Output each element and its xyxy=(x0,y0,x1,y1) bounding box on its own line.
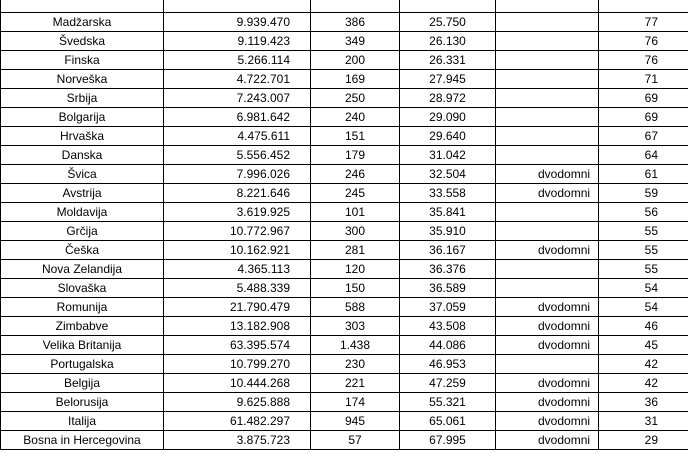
population-cell[interactable]: 13.182.908 xyxy=(164,317,311,336)
population-cell[interactable]: 9.625.888 xyxy=(164,393,311,412)
table-row xyxy=(1,260,688,279)
table-row xyxy=(1,165,688,184)
table-row xyxy=(1,32,688,51)
country-cell[interactable]: Italija xyxy=(1,412,164,431)
seats-cell[interactable]: 179 xyxy=(311,146,400,165)
country-cell[interactable] xyxy=(1,0,164,13)
table-row xyxy=(1,279,688,298)
note-cell[interactable]: dvodomni xyxy=(496,184,599,203)
seats-cell[interactable]: 120 xyxy=(311,260,400,279)
population-cell[interactable]: 63.395.574 xyxy=(164,336,311,355)
country-cell[interactable]: Velika Britanija xyxy=(1,336,164,355)
table-row xyxy=(1,108,688,127)
note-cell[interactable]: dvodomni xyxy=(496,374,599,393)
rank-cell[interactable]: 42 xyxy=(599,374,688,393)
rank-cell[interactable]: 64 xyxy=(599,146,688,165)
note-cell[interactable] xyxy=(496,260,599,279)
seats-cell[interactable]: 386 xyxy=(311,13,400,32)
country-cell[interactable]: Švedska xyxy=(1,32,164,51)
note-cell[interactable] xyxy=(496,0,599,13)
seats-cell[interactable]: 303 xyxy=(311,317,400,336)
country-cell[interactable]: Madžarska xyxy=(1,13,164,32)
table-row xyxy=(1,13,688,32)
table-row xyxy=(1,241,688,260)
seats-cell[interactable] xyxy=(311,0,400,13)
ratio-cell[interactable]: 36.167 xyxy=(400,241,496,260)
population-cell[interactable]: 8.221.646 xyxy=(164,184,311,203)
rank-cell[interactable]: 69 xyxy=(599,108,688,127)
note-cell[interactable]: dvodomni xyxy=(496,165,599,184)
ratio-cell[interactable]: 28.972 xyxy=(400,89,496,108)
population-cell[interactable]: 9.939.470 xyxy=(164,13,311,32)
seats-cell[interactable]: 221 xyxy=(311,374,400,393)
ratio-cell[interactable]: 47.259 xyxy=(400,374,496,393)
note-cell[interactable] xyxy=(496,146,599,165)
seats-cell[interactable]: 174 xyxy=(311,393,400,412)
rank-cell[interactable]: 76 xyxy=(599,32,688,51)
table-row xyxy=(1,393,688,412)
table-row xyxy=(1,184,688,203)
note-cell[interactable] xyxy=(496,203,599,222)
table-row xyxy=(1,127,688,146)
ratio-cell[interactable]: 36.376 xyxy=(400,260,496,279)
table-row xyxy=(1,203,688,222)
table-row xyxy=(1,146,688,165)
rank-cell[interactable]: 36 xyxy=(599,393,688,412)
population-cell[interactable]: 21.790.479 xyxy=(164,298,311,317)
country-cell[interactable]: Norveška xyxy=(1,70,164,89)
seats-cell[interactable]: 300 xyxy=(311,222,400,241)
seats-cell[interactable]: 245 xyxy=(311,184,400,203)
ratio-cell[interactable]: 27.945 xyxy=(400,70,496,89)
ratio-cell[interactable]: 29.090 xyxy=(400,108,496,127)
note-cell[interactable] xyxy=(496,108,599,127)
rank-cell[interactable]: 71 xyxy=(599,70,688,89)
population-cell[interactable]: 10.162.921 xyxy=(164,241,311,260)
seats-cell[interactable]: 200 xyxy=(311,51,400,70)
rank-cell[interactable] xyxy=(599,0,688,13)
rank-cell[interactable]: 29 xyxy=(599,431,688,450)
table-row xyxy=(1,0,688,13)
rank-cell[interactable]: 77 xyxy=(599,13,688,32)
country-cell[interactable]: Danska xyxy=(1,146,164,165)
note-cell[interactable] xyxy=(496,70,599,89)
country-cell[interactable]: Srbija xyxy=(1,89,164,108)
ratio-cell[interactable]: 55.321 xyxy=(400,393,496,412)
country-cell[interactable]: Češka xyxy=(1,241,164,260)
rank-cell[interactable]: 59 xyxy=(599,184,688,203)
population-cell[interactable]: 10.799.270 xyxy=(164,355,311,374)
note-cell[interactable] xyxy=(496,32,599,51)
seats-cell[interactable]: 240 xyxy=(311,108,400,127)
country-cell[interactable]: Nova Zelandija xyxy=(1,260,164,279)
country-cell[interactable]: Belorusija xyxy=(1,393,164,412)
population-cell[interactable]: 4.475.611 xyxy=(164,127,311,146)
population-cell[interactable]: 4.722.701 xyxy=(164,70,311,89)
seats-cell[interactable]: 151 xyxy=(311,127,400,146)
rank-cell[interactable]: 31 xyxy=(599,412,688,431)
seats-cell[interactable]: 1.438 xyxy=(311,336,400,355)
rank-cell[interactable]: 55 xyxy=(599,260,688,279)
rank-cell[interactable]: 61 xyxy=(599,165,688,184)
population-cell[interactable]: 5.488.339 xyxy=(164,279,311,298)
ratio-cell[interactable]: 43.508 xyxy=(400,317,496,336)
note-cell[interactable]: dvodomni xyxy=(496,431,599,450)
ratio-cell[interactable]: 33.558 xyxy=(400,184,496,203)
rank-cell[interactable]: 56 xyxy=(599,203,688,222)
population-cell[interactable]: 7.996.026 xyxy=(164,165,311,184)
population-cell[interactable]: 9.119.423 xyxy=(164,32,311,51)
table-row xyxy=(1,317,688,336)
country-cell[interactable]: Belgija xyxy=(1,374,164,393)
note-cell[interactable] xyxy=(496,89,599,108)
ratio-cell[interactable]: 29.640 xyxy=(400,127,496,146)
table-row xyxy=(1,51,688,70)
seats-cell[interactable]: 246 xyxy=(311,165,400,184)
population-cell[interactable]: 10.772.967 xyxy=(164,222,311,241)
country-cell[interactable]: Bosna in Hercegovina xyxy=(1,431,164,450)
table-row xyxy=(1,412,688,431)
table-row xyxy=(1,70,688,89)
ratio-cell[interactable] xyxy=(400,0,496,13)
seats-cell[interactable]: 349 xyxy=(311,32,400,51)
seats-cell[interactable]: 150 xyxy=(311,279,400,298)
note-cell[interactable] xyxy=(496,13,599,32)
ratio-cell[interactable]: 35.910 xyxy=(400,222,496,241)
table-row xyxy=(1,336,688,355)
country-cell[interactable]: Grčija xyxy=(1,222,164,241)
ratio-cell[interactable]: 32.504 xyxy=(400,165,496,184)
country-cell[interactable]: Finska xyxy=(1,51,164,70)
country-cell[interactable]: Moldavija xyxy=(1,203,164,222)
population-cell[interactable] xyxy=(164,0,311,13)
country-cell[interactable]: Bolgarija xyxy=(1,108,164,127)
ratio-cell[interactable]: 44.086 xyxy=(400,336,496,355)
note-cell[interactable] xyxy=(496,51,599,70)
seats-cell[interactable]: 101 xyxy=(311,203,400,222)
population-cell[interactable]: 5.556.452 xyxy=(164,146,311,165)
rank-cell[interactable]: 54 xyxy=(599,298,688,317)
seats-cell[interactable]: 945 xyxy=(311,412,400,431)
population-cell[interactable]: 6.981.642 xyxy=(164,108,311,127)
table-row xyxy=(1,89,688,108)
seats-cell[interactable]: 169 xyxy=(311,70,400,89)
note-cell[interactable]: dvodomni xyxy=(496,412,599,431)
ratio-cell[interactable]: 26.130 xyxy=(400,32,496,51)
note-cell[interactable]: dvodomni xyxy=(496,298,599,317)
population-cell[interactable]: 5.266.114 xyxy=(164,51,311,70)
rank-cell[interactable]: 67 xyxy=(599,127,688,146)
table-row xyxy=(1,298,688,317)
table-row xyxy=(1,355,688,374)
rank-cell[interactable]: 54 xyxy=(599,279,688,298)
rank-cell[interactable]: 42 xyxy=(599,355,688,374)
seats-cell[interactable]: 230 xyxy=(311,355,400,374)
ratio-cell[interactable]: 37.059 xyxy=(400,298,496,317)
ratio-cell[interactable]: 46.953 xyxy=(400,355,496,374)
note-cell[interactable] xyxy=(496,222,599,241)
population-cell[interactable]: 3.619.925 xyxy=(164,203,311,222)
rank-cell[interactable]: 46 xyxy=(599,317,688,336)
note-cell[interactable] xyxy=(496,355,599,374)
seats-cell[interactable]: 57 xyxy=(311,431,400,450)
population-cell[interactable]: 61.482.297 xyxy=(164,412,311,431)
rank-cell[interactable]: 76 xyxy=(599,51,688,70)
rank-cell[interactable]: 55 xyxy=(599,241,688,260)
rank-cell[interactable]: 45 xyxy=(599,336,688,355)
country-cell[interactable]: Švica xyxy=(1,165,164,184)
ratio-cell[interactable]: 26.331 xyxy=(400,51,496,70)
note-cell[interactable] xyxy=(496,279,599,298)
ratio-cell[interactable]: 65.061 xyxy=(400,412,496,431)
country-cell[interactable]: Hrvaška xyxy=(1,127,164,146)
country-cell[interactable]: Romunija xyxy=(1,298,164,317)
table-row xyxy=(1,431,688,450)
rank-cell[interactable]: 69 xyxy=(599,89,688,108)
seats-cell[interactable]: 281 xyxy=(311,241,400,260)
note-cell[interactable]: dvodomni xyxy=(496,317,599,336)
country-cell[interactable]: Zimbabve xyxy=(1,317,164,336)
seats-cell[interactable]: 588 xyxy=(311,298,400,317)
ratio-cell[interactable]: 67.995 xyxy=(400,431,496,450)
ratio-cell[interactable]: 35.841 xyxy=(400,203,496,222)
ratio-cell[interactable]: 25.750 xyxy=(400,13,496,32)
population-cell[interactable]: 10.444.268 xyxy=(164,374,311,393)
note-cell[interactable]: dvodomni xyxy=(496,336,599,355)
country-cell[interactable]: Slovaška xyxy=(1,279,164,298)
population-cell[interactable]: 3.875.723 xyxy=(164,431,311,450)
ratio-cell[interactable]: 36.589 xyxy=(400,279,496,298)
country-cell[interactable]: Avstrija xyxy=(1,184,164,203)
note-cell[interactable] xyxy=(496,127,599,146)
country-cell[interactable]: Portugalska xyxy=(1,355,164,374)
seats-cell[interactable]: 250 xyxy=(311,89,400,108)
note-cell[interactable]: dvodomni xyxy=(496,241,599,260)
table-body xyxy=(1,0,688,450)
table-row xyxy=(1,222,688,241)
population-cell[interactable]: 7.243.007 xyxy=(164,89,311,108)
population-cell[interactable]: 4.365.113 xyxy=(164,260,311,279)
table-row xyxy=(1,374,688,393)
note-cell[interactable]: dvodomni xyxy=(496,393,599,412)
rank-cell[interactable]: 55 xyxy=(599,222,688,241)
ratio-cell[interactable]: 31.042 xyxy=(400,146,496,165)
